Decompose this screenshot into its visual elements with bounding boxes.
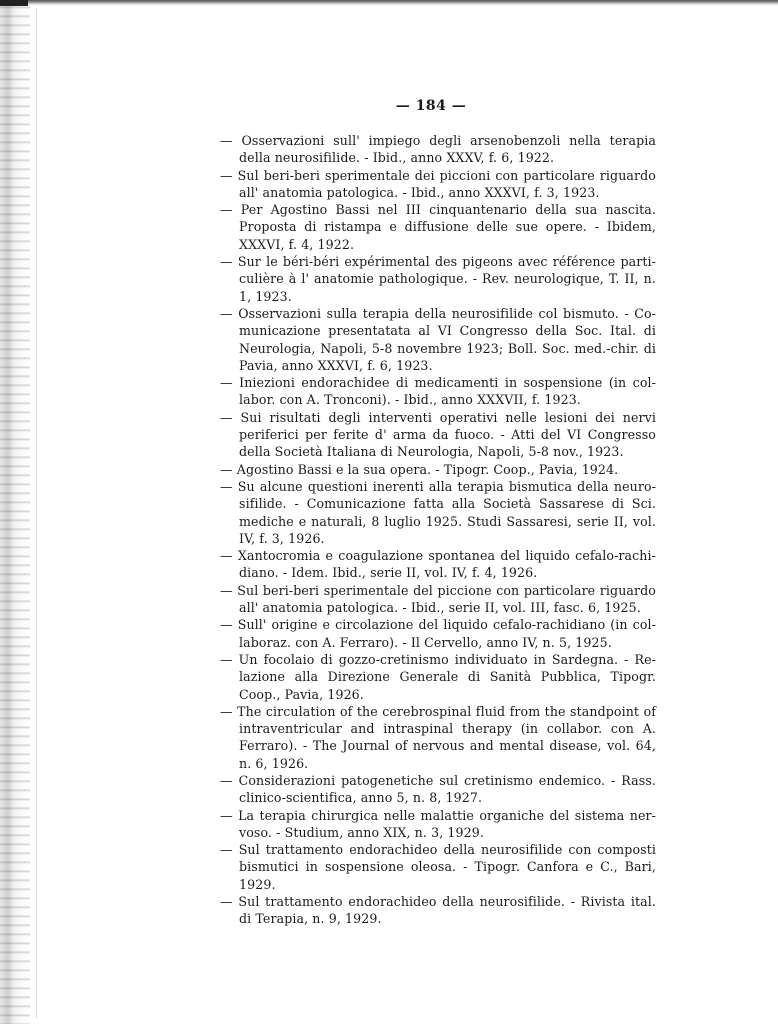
entry-line: mediche e naturali, 8 luglio 1925. Studi Sassaresi, serie II, xyxy=(239,513,628,529)
bibliography-entry xyxy=(220,616,656,651)
bibliography-entry xyxy=(220,167,656,202)
scan-top-edge xyxy=(0,0,778,6)
entry-line: XXXVI, f. 4, 1922. xyxy=(239,236,355,252)
entry-line: — Sur le béri-béri expérimental des pigeons avec référence parti- xyxy=(220,254,656,270)
entry-line: periferici per ferite d' arma da fuoco. - Atti del VI Congresso xyxy=(239,427,656,443)
bibliography-entry xyxy=(220,478,656,547)
entry-line: — Agostino Bassi e la sua opera. - Tipogr. Coop., Pavia, 1924. xyxy=(220,461,619,477)
bibliography-entry xyxy=(220,253,656,305)
entry-line: vol. 64, n. 6, 1926. xyxy=(239,738,657,771)
entry-line: — The circulation of the cerebrospinal fluid from the standpoint xyxy=(220,703,640,719)
bibliography-entry xyxy=(220,807,656,842)
entry-line: A. Ferraro). - The Journal of nervous and mental disease, xyxy=(239,721,656,754)
bibliography-entry xyxy=(220,893,656,928)
entry-line: diano. - Idem. Ibid., serie II, vol. IV, f. 4, 1926. xyxy=(239,565,538,581)
scan-corner-mark xyxy=(0,0,28,6)
entry-line: — Su alcune questioni inerenti alla terapia bismutica della neuro- xyxy=(220,478,656,494)
entry-line: della Società Italiana di Neurologia, Napoli, 5-8 nov., 1923. xyxy=(239,444,624,460)
entry-line: — Osservazioni sulla terapia della neurosifilide col bismuto. - Co- xyxy=(220,305,656,321)
entry-line: — Sui risultati degli interventi operativi nelle lesioni dei nervi xyxy=(220,409,656,425)
entry-line: — La terapia chirurgica nelle malattie organiche del sistema ner- xyxy=(220,807,656,823)
entry-line: — Sull' origine e circolazione del liquido cefalo-rachidiano (in col- xyxy=(220,617,656,633)
page-number: — 184 — xyxy=(395,98,467,114)
entry-line: — Sul trattamento endorachideo della neurosifilide con composti xyxy=(220,842,656,858)
entry-line: — Osservazioni sull' impiego degli arsenobenzoli nella terapia della xyxy=(220,133,656,166)
entry-line: culière à l' anatomie pathologique. - Rev. neurologique, T. II, xyxy=(239,271,639,287)
bibliography-entry xyxy=(220,461,656,478)
entry-line: municazione presentatata al VI Congresso della Soc. Ital. di xyxy=(239,323,656,339)
entry-line: — Sul beri-beri sperimentale dei piccioni con particolare riguardo xyxy=(220,167,656,183)
entry-line: di Pavia, anno XXXVI, f. 6, 1923. xyxy=(239,340,656,373)
entry-line: Proposta di ristampa e diffusione delle sue opere. - Ibidem, xyxy=(239,219,656,235)
entry-line: Neurologia, Napoli, 5-8 novembre 1923; Boll. Soc. med.-chir. xyxy=(239,340,639,356)
bibliography-list xyxy=(220,132,656,928)
bibliography-entry xyxy=(220,703,656,772)
entry-line: clinico-scientifica, anno 5, n. 8, 1927. xyxy=(239,790,483,806)
entry-line: lazione alla Direzione Generale di Sanità Pubblica, Tipogr. xyxy=(239,669,656,685)
bibliography-entry xyxy=(220,841,656,893)
entry-line: Coop., Pavia, 1926. xyxy=(239,686,364,702)
entry-line: — Per Agostino Bassi nel III cinquantenario della sua nascita. xyxy=(220,202,656,218)
bibliography-entry xyxy=(220,772,656,807)
entry-line: n. 1, 1923. xyxy=(239,271,656,304)
entry-line: — Sul beri-beri sperimentale del piccione con particolare riguardo xyxy=(220,582,656,598)
entry-line: bismutici in sospensione oleosa. - Tipogr. Canfora e C., Bari, xyxy=(239,859,656,875)
entry-line: laboraz. con A. Ferraro). - Il Cervello, anno IV, n. 5, 1925. xyxy=(239,634,612,650)
entry-line: of intraventricular and intraspinal therapy (in collabor. con xyxy=(239,703,657,737)
scan-binding-edge xyxy=(0,0,30,1024)
bibliography-entry xyxy=(220,132,656,167)
entry-line: — Un focolaio di gozzo-cretinismo individuato in Sardegna. - Re- xyxy=(220,651,656,667)
bibliography-entry xyxy=(220,305,656,374)
entry-line: di Terapia, n. 9, 1929. xyxy=(239,911,382,927)
bibliography-entry xyxy=(220,582,656,617)
entry-line: neurosifilide. - Ibid., anno XXXV, f. 6, 1922. xyxy=(274,150,555,166)
entry-line: all' anatomia patologica. - Ibid., anno XXXVI, f. 3, 1923. xyxy=(239,184,600,200)
bibliography-entry xyxy=(220,547,656,582)
entry-line: — Considerazioni patogenetiche sul cretinismo endemico. - Rass. xyxy=(220,772,656,788)
entry-line: — Xantocromia e coagulazione spontanea del liquido cefalo-rachi- xyxy=(220,548,656,564)
bibliography-entry xyxy=(220,409,656,461)
entry-line: vol. IV, f. 3, 1926. xyxy=(239,513,656,546)
bibliography-entry xyxy=(220,201,656,253)
entry-line: — Sul trattamento endorachideo della neurosifilide. - Rivista ital. xyxy=(220,894,656,910)
entry-line: — Iniezioni endorachidee di medicamenti in sospensione (in col- xyxy=(220,375,656,391)
binding-fold-line xyxy=(36,8,37,1018)
entry-line: all' anatomia patologica. - Ibid., serie II, vol. III, fasc. 6, 1925. xyxy=(239,600,641,616)
entry-line: sifilide. - Comunicazione fatta alla Società Sassarese di Sci. xyxy=(239,496,656,512)
bibliography-entry xyxy=(220,651,656,703)
entry-line: voso. - Studium, anno XIX, n. 3, 1929. xyxy=(239,824,484,840)
bibliography-entry xyxy=(220,374,656,409)
entry-line: labor. con A. Tronconi). - Ibid., anno XXXVII, f. 1923. xyxy=(239,392,581,408)
entry-line: 1929. xyxy=(239,876,276,892)
